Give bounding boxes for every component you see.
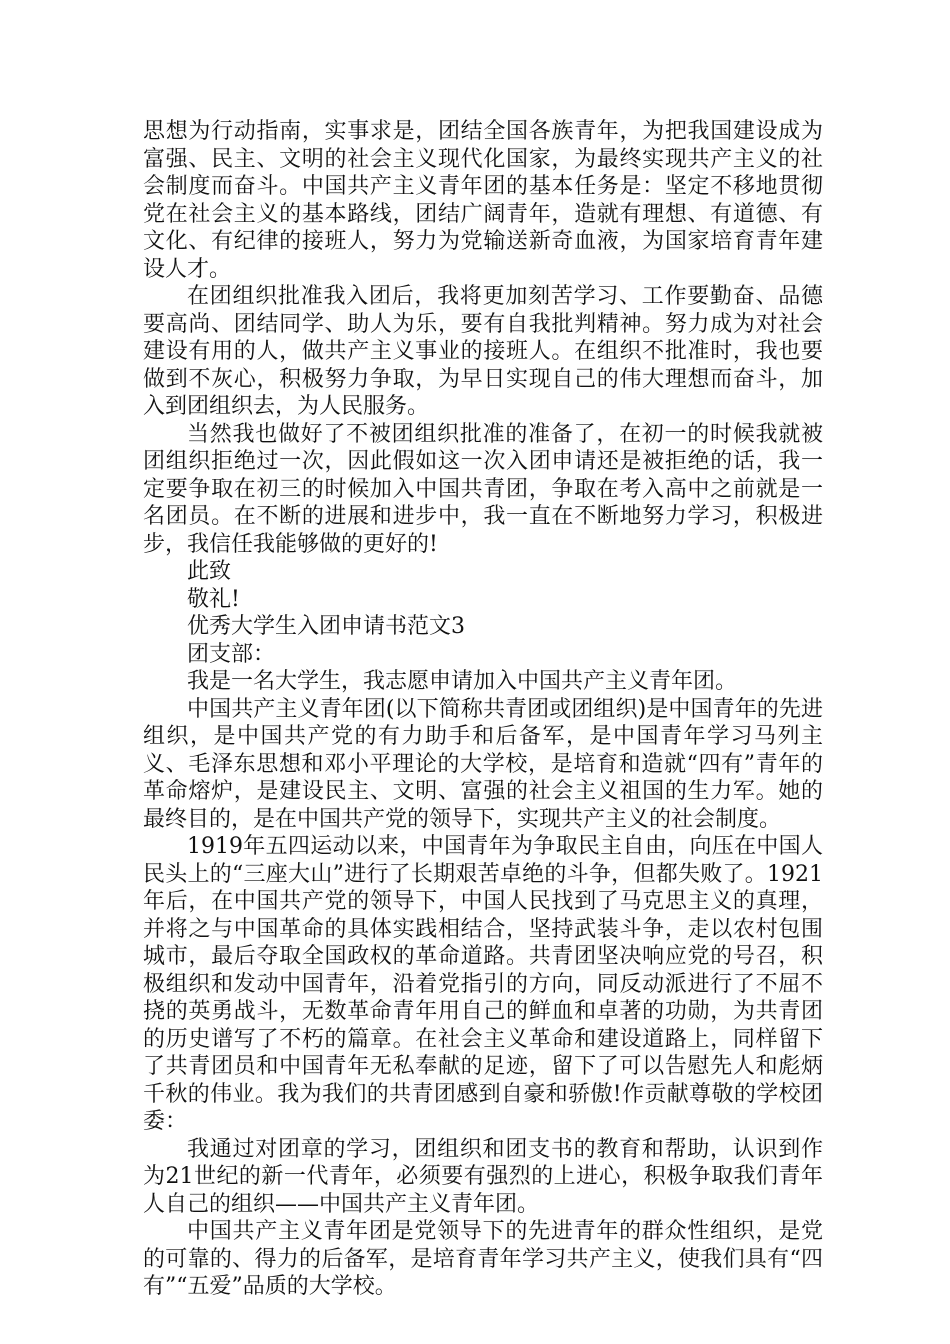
closing-regards: 敬礼! (187, 586, 240, 612)
paragraph-commitment: 在团组织批准我入团后，我将更加刻苦学习、工作要勤奋、品德要高尚、团结同学、助人为乐，要有自我批判精神。努力成为对社会建设有用的人，做共产主义事业的接班人。在组织不批准时，我也要做到不灰心，积极努力争取，为早日实现自己的伟大理想而奋斗，加入到团组织去，为人民服务。 (143, 284, 823, 419)
paragraph-preparation: 当然我也做好了不被团组织批准的准备了，在初一的时候我就被团组织拒绝过一次，因此假如这一次入团申请还是被拒绝的话，我一定要争取在初三的时候加入中国共青团，争取在考入高中之前就是一名团员。在不断的进展和进步中，我一直在不断地努力学习，积极进步，我信任我能够做的更好的! (143, 421, 823, 557)
paragraph-application: 我是一名大学生，我志愿申请加入中国共产主义青年团。 (187, 669, 738, 694)
paragraph-continuation: 思想为行动指南，实事求是，团结全国各族青年，为把我国建设成为富强、民主、文明的社会主义现代化国家，为最终实现共产主义的社会制度而奋斗。中国共产主义青年团的基本任务是：坚定不移地贯彻党在社会主义的基本路线，团结广阔青年，造就有理想、有道德、有文化、有纪律的接班人，努力为党输送新奇血液，为国家培育青年建设人才。 (143, 119, 823, 282)
paragraph-history: 1919年五四运动以来，中国青年为争取民主自由，向压在中国人民头上的“三座大山”进行了长期艰苦卓绝的斗争，但都失败了。1921年后，在中国共产党的领导下，中国人民找到了马克思主义的真理，并将之与中国革命的具体实践相结合，坚持武装斗争，走以农村包围城市，最后夺取全国政权的革命道路。共青团坚决响应党的号召，积极组织和发动中国青年，沿着党指引的方向，同反动派进行了不屈不挠的英勇战斗，无数革命青年用自己的鲜血和卓著的功勋，为共青团的历史谱写了不朽的篇章。在社会主义革命和建设道路上，同样留下了共青团员和中国青年无私奉献的足迹，留下了可以告慰先人和彪炳千秋的伟业。我为我们的共青团感到自豪和骄傲!作贡献尊敬的学校团委： (143, 834, 823, 1134)
closing-salutation: 此致 (187, 559, 232, 584)
addressee: 团支部： (187, 641, 276, 667)
paragraph-league-nature: 中国共产主义青年团是党领导下的先进青年的群众性组织，是党的可靠的、得力的后备军，是培育青年学习共产主义，使我们具有“四有”“五爱”品质的大学校。 (143, 1219, 823, 1299)
section-title: 优秀大学生入团申请书范文3 (187, 614, 465, 639)
document-body (143, 118, 823, 1301)
paragraph-learning: 我通过对团章的学习，团组织和团支书的教育和帮助，认识到作为21世纪的新一代青年，必须要有强烈的上进心，积极争取我们青年人自己的组织——中国共产主义青年团。 (143, 1136, 823, 1217)
paragraph-league-definition: 中国共产主义青年团(以下简称共青团或团组织)是中国青年的先进组织，是中国共产党的有力助手和后备军，是中国青年学习马列主义、毛泽东思想和邓小平理论的大学校，是培育和造就“四有”青年的革命熔炉，是建设民主、文明、富强的社会主义祖国的生力军。她的最终目的，是在中国共产党的领导下，实现共产主义的社会制度。 (143, 696, 823, 832)
